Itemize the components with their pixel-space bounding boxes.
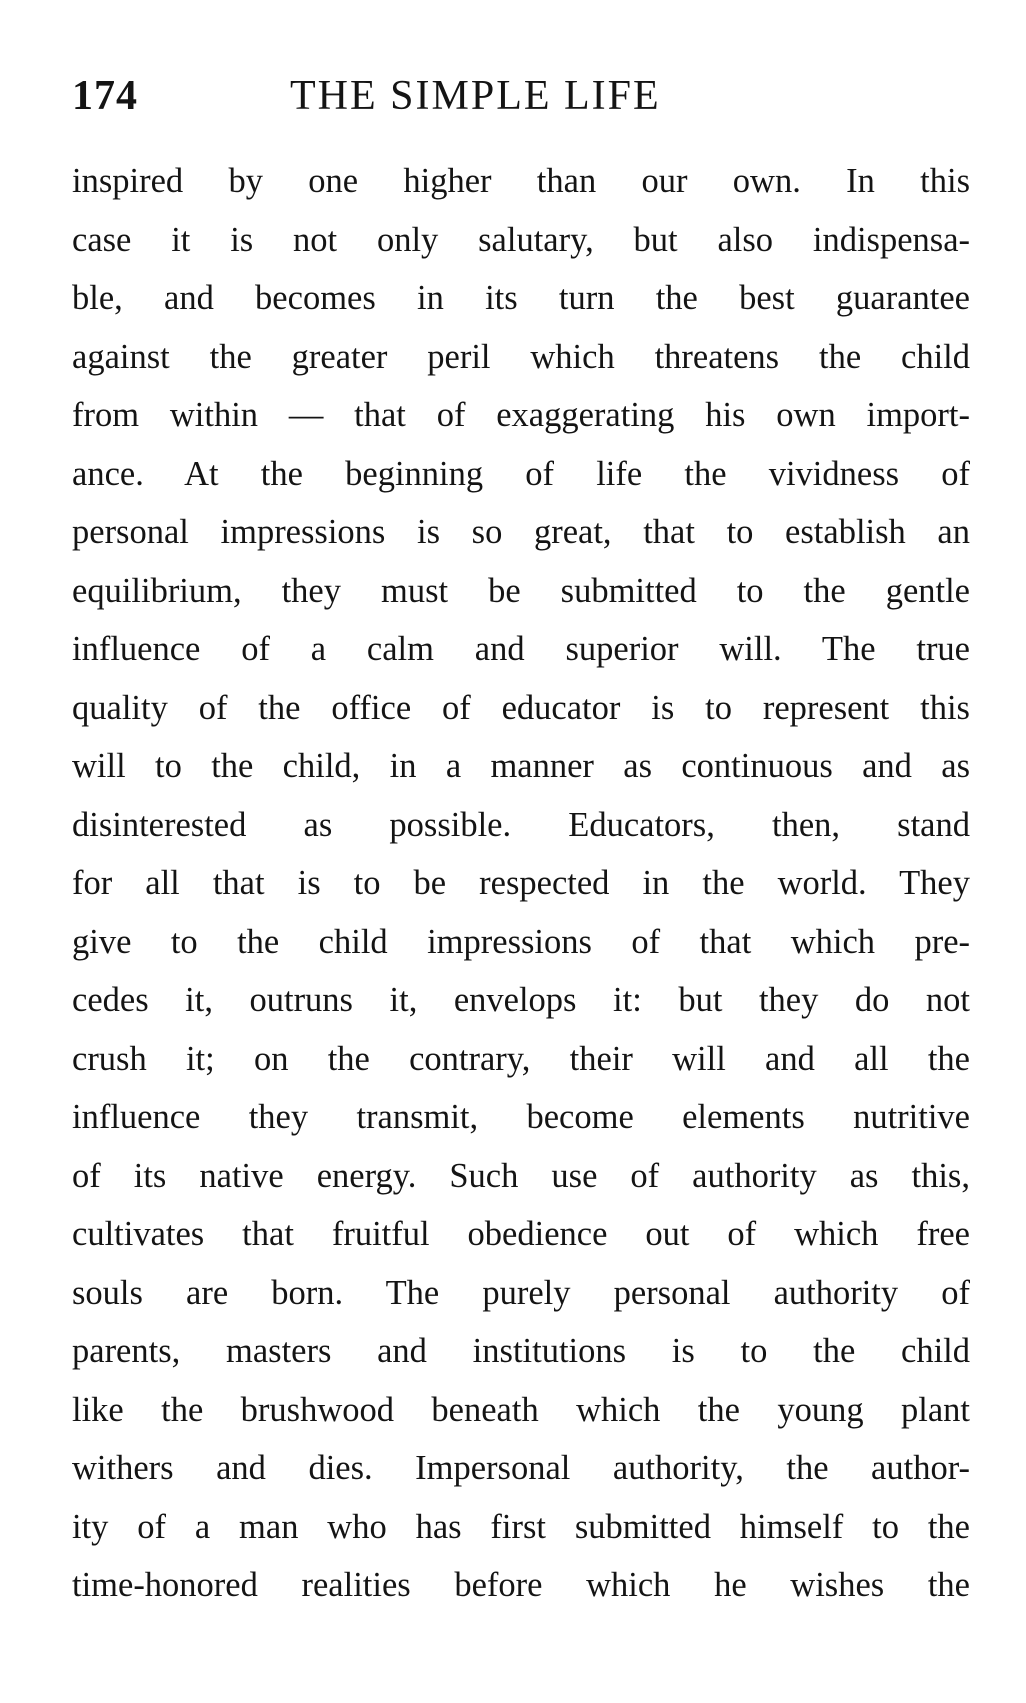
text-line: influence of a calm and superior will. The true: [72, 630, 970, 668]
page-number: 174: [72, 73, 138, 119]
text-line: ble, and becomes in its turn the best guarantee: [72, 279, 970, 317]
page-header: [72, 72, 972, 132]
text-line: quality of the office of educator is to represent this: [72, 688, 970, 727]
text-line: cedes it, outruns it, envelops it: but they do not: [72, 981, 970, 1019]
text-line: ance. At the beginning of life the vividness of: [72, 454, 970, 493]
text-line: equilibrium, they must be submitted to the gentle: [72, 571, 970, 610]
body-text: [72, 152, 970, 1615]
text-line: time-honored realities before which he wishes the: [72, 1566, 970, 1604]
text-line: like the brushwood beneath which the young plant: [72, 1390, 970, 1429]
text-line: parents, masters and institutions is to the child: [72, 1332, 970, 1370]
text-line: of its native energy. Such use of authority as this,: [72, 1156, 970, 1195]
text-line: disinterested as possible. Educators, then, stand: [72, 805, 970, 844]
text-line: influence they transmit, become elements nutritive: [72, 1098, 970, 1136]
text-line: inspired by one higher than our own. In this: [72, 162, 970, 200]
running-head: THE SIMPLE LIFE: [290, 73, 661, 119]
text-line: souls are born. The purely personal authority of: [72, 1273, 970, 1312]
text-line: case it is not only salutary, but also indispensa-: [72, 220, 970, 259]
text-line: from within — that of exaggerating his own import-: [72, 396, 970, 434]
text-line: withers and dies. Impersonal authority, the author-: [72, 1449, 970, 1487]
text-line: crush it; on the contrary, their will and all the: [72, 1039, 970, 1078]
text-line: personal impressions is so great, that to establish an: [72, 513, 970, 551]
text-line: will to the child, in a manner as continuous and as: [72, 747, 970, 785]
text-line: ity of a man who has first submitted himself to the: [72, 1507, 970, 1546]
text-line: against the greater peril which threatens the child: [72, 337, 970, 376]
text-line: for all that is to be respected in the world. They: [72, 864, 970, 902]
text-line: give to the child impressions of that which pre-: [72, 922, 970, 961]
text-line: cultivates that fruitful obedience out of which free: [72, 1215, 970, 1253]
